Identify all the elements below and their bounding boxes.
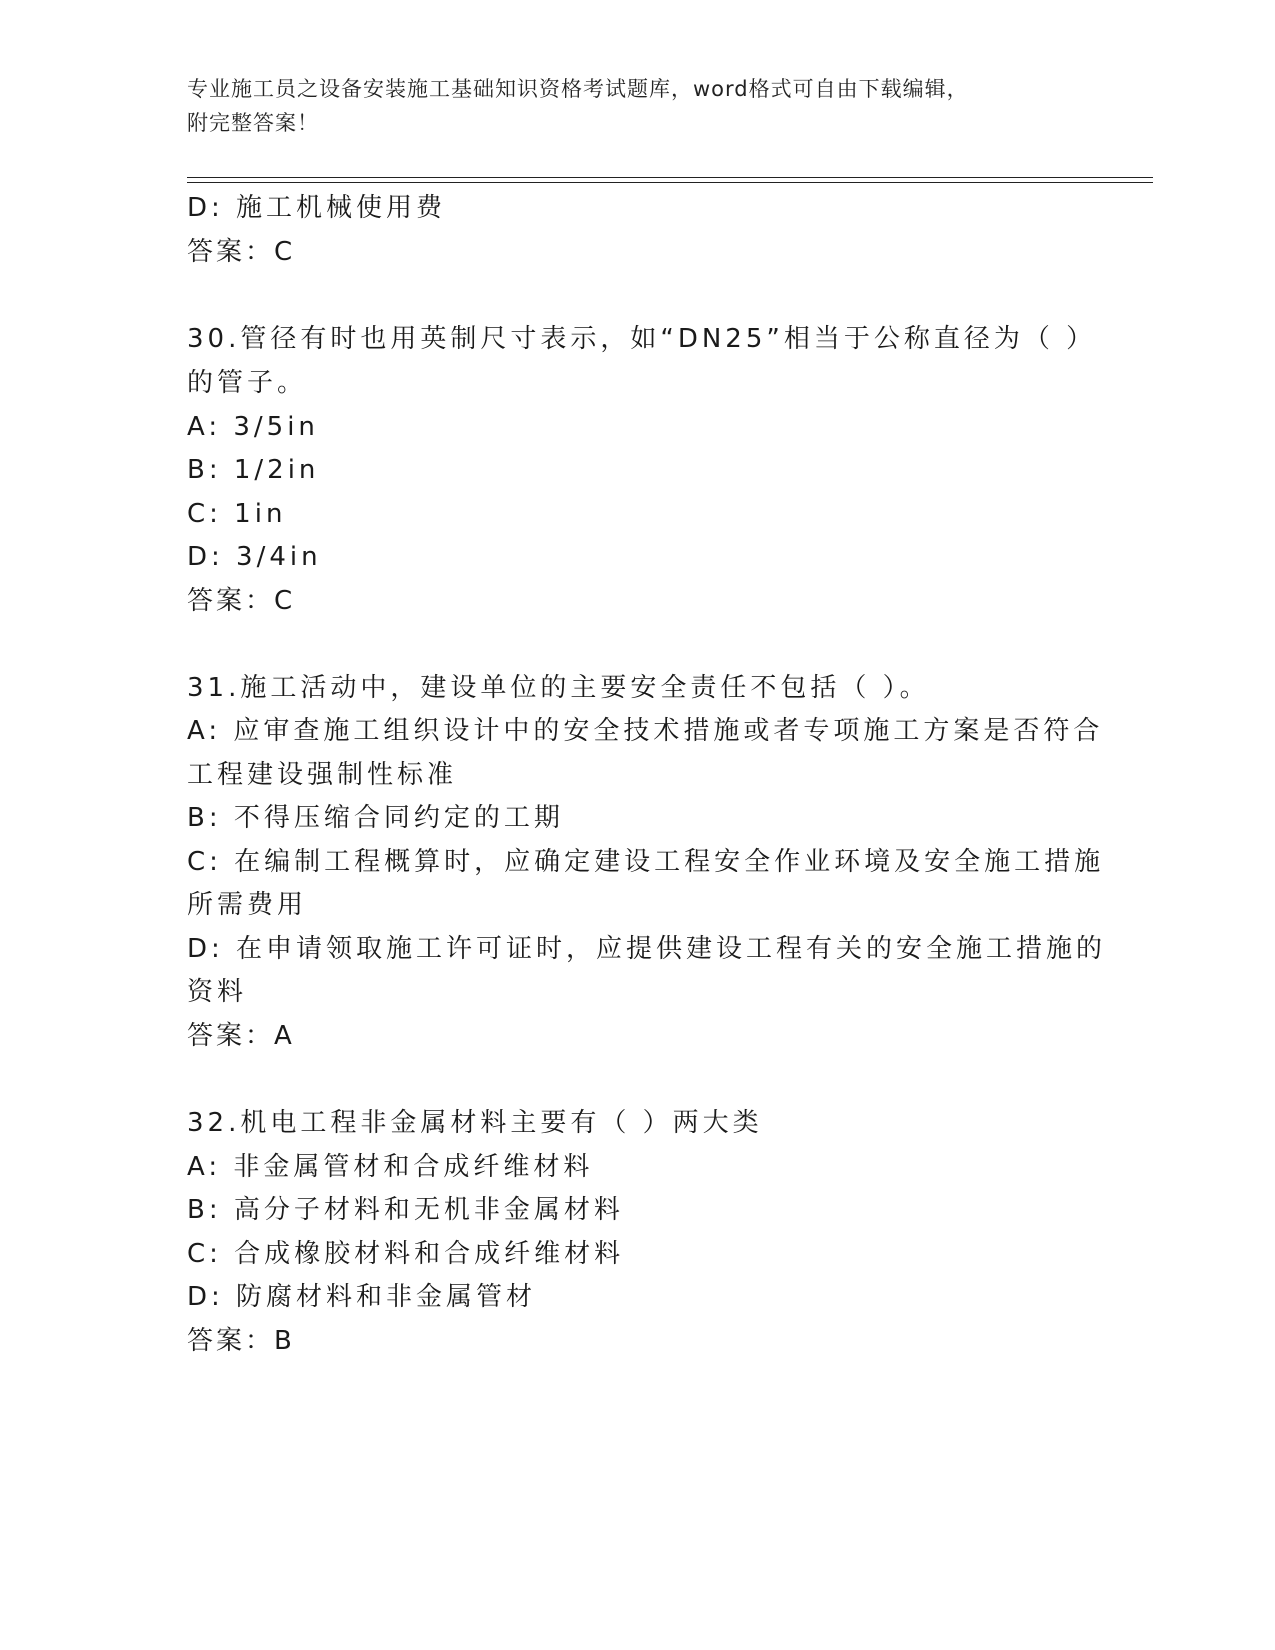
- q30-stem-line-1: 30.管径有时也用英制尺寸表示，如“DN25”相当于公称直径为（ ）: [187, 324, 1097, 354]
- header-divider-bottom: [187, 182, 1153, 183]
- q32-stem: 32.机电工程非金属材料主要有（ ）两大类: [187, 1108, 763, 1138]
- q32-option-b: B: 高分子材料和无机非金属材料: [187, 1195, 624, 1225]
- document-header: [187, 72, 1067, 140]
- q30-option-d: D: 3/4in: [187, 542, 322, 572]
- q31-option-c-line-1: C: 在编制工程概算时，应确定建设工程安全作业环境及安全施工措施: [187, 847, 1105, 877]
- q32-option-d: D: 防腐材料和非金属管材: [187, 1282, 537, 1312]
- q31-answer: 答案：A: [187, 1021, 295, 1051]
- q30-stem-line-2: 的管子。: [187, 368, 308, 398]
- q31-option-b: B: 不得压缩合同约定的工期: [187, 803, 564, 833]
- q32-answer: 答案：B: [187, 1326, 295, 1356]
- q31-option-a-line-2: 工程建设强制性标准: [187, 760, 458, 790]
- q30-option-a: A: 3/5in: [187, 412, 319, 442]
- q31-option-d-line-2: 资料: [187, 977, 248, 1007]
- q30-answer: 答案：C: [187, 586, 296, 616]
- q31-stem: 31.施工活动中，建设单位的主要安全责任不包括（ ）。: [187, 673, 930, 703]
- q31-option-d-line-1: D: 在申请领取施工许可证时，应提供建设工程有关的安全施工措施的: [187, 934, 1107, 964]
- q31-option-c-line-2: 所需费用: [187, 890, 308, 920]
- header-line-2: 附完整答案！: [187, 111, 319, 135]
- header-divider-top: [187, 177, 1153, 178]
- q29-answer: 答案：C: [187, 237, 296, 267]
- q31-option-a-line-1: A: 应审查施工组织设计中的安全技术措施或者专项施工方案是否符合: [187, 716, 1104, 746]
- q30-option-b: B: 1/2in: [187, 455, 320, 485]
- header-line-1: 专业施工员之设备安装施工基础知识资格考试题库，word格式可自由下载编辑，: [187, 77, 969, 101]
- q30-option-c: C: 1in: [187, 499, 287, 529]
- q32-option-c: C: 合成橡胶材料和合成纤维材料: [187, 1239, 625, 1269]
- q29-option-d: D: 施工机械使用费: [187, 193, 447, 223]
- q32-option-a: A: 非金属管材和合成纤维材料: [187, 1152, 594, 1182]
